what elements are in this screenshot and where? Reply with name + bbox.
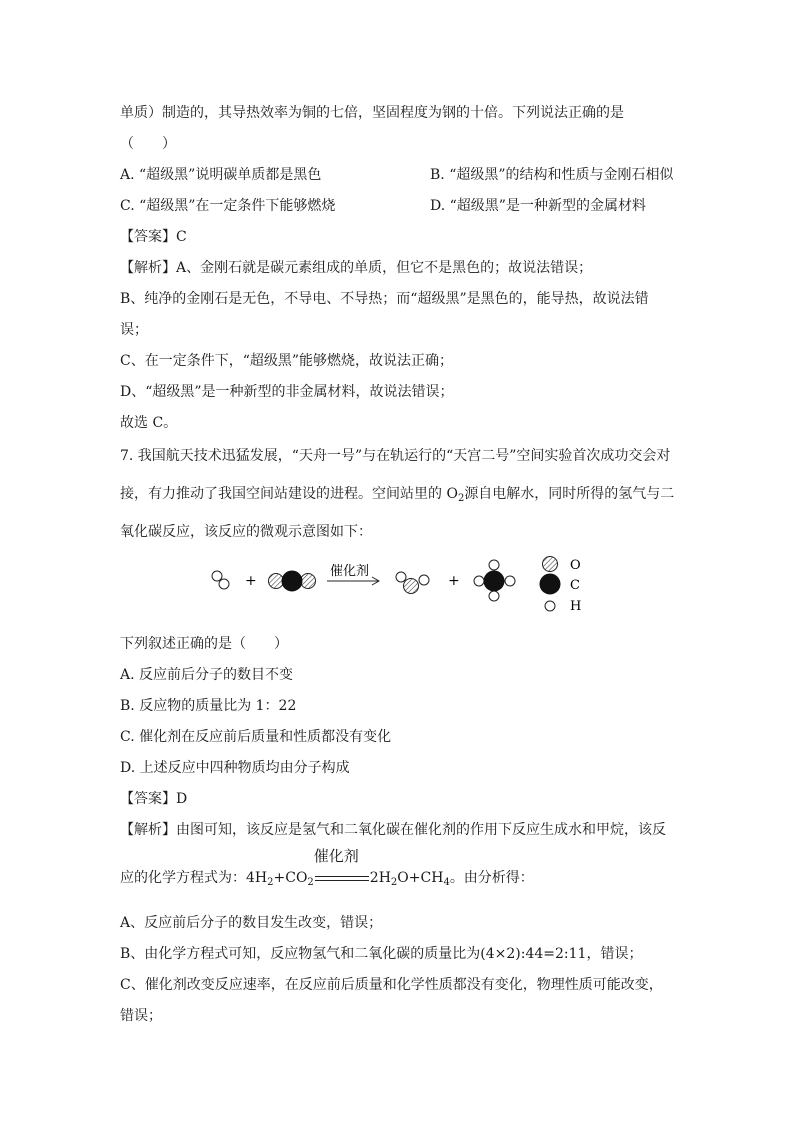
- methane-molecule: [474, 560, 515, 601]
- h-atom: [505, 576, 515, 586]
- q7-stem-line-3: 氧化碳反应，该反应的微观示意图如下：: [120, 524, 372, 540]
- q6-option-c: C. “超级黑”在一定条件下能够燃烧: [120, 198, 336, 214]
- legend-h-label: H: [570, 599, 582, 614]
- atom-legend: [540, 557, 581, 615]
- q7-option-b: B. 反应物的质量比为 1：22: [120, 698, 297, 714]
- catalyst-label: 催化剂: [330, 564, 370, 579]
- plus-sign: +: [448, 573, 460, 589]
- q6-explanation-c: C、在一定条件下，“超级黑”能够燃烧，故说法正确；: [120, 353, 454, 369]
- equation-products: $2H_2O+CH_4$: [369, 870, 450, 888]
- q6-answer: 【答案】C: [120, 229, 187, 245]
- plus-sign: +: [245, 573, 257, 589]
- catalyst-condition-label: 催化剂: [313, 847, 359, 865]
- q7-stem-line-1: 7. 我国航天技术迅猛发展，“天舟一号”与在轨运行的“天宫二号”空间实验首次成功交会对: [120, 448, 671, 464]
- o-atom: [404, 579, 419, 594]
- q6-explanation-b-cont: 误；: [120, 322, 148, 338]
- q6-option-d: D. “超级黑”是一种新型的金属材料: [430, 198, 646, 214]
- q6-option-a: A. “超级黑”说明碳单质都是黑色: [120, 167, 322, 183]
- q6-option-b: B. “超级黑”的结构和性质与金刚石相似: [430, 167, 674, 183]
- h-atom: [219, 579, 229, 589]
- q7-explanation-a: A、反应前后分子的数目发生改变，错误；: [120, 915, 383, 931]
- q6-stem-continuation: 单质）制造的，其导热效率为铜的七倍，坚固程度为钢的十倍。下列说法正确的是: [120, 105, 624, 121]
- h-atom: [419, 575, 429, 585]
- legend-c-icon: [540, 574, 560, 594]
- q7-answer: 【答案】D: [120, 791, 188, 807]
- h-atom: [396, 572, 406, 582]
- legend-o-label: O: [570, 558, 581, 573]
- legend-o-icon: [543, 557, 558, 572]
- q7-stem-line-2: 接，有力推动了我国空间站建设的进程。空间站里的 $O_2$源自电解水，同时所得的氢气与二: [120, 486, 675, 504]
- reaction-diagram: [0, 550, 794, 620]
- q6-explanation-b: B、纯净的金刚石是无色，不导电、不导热；而“超级黑”是黑色的，能导热，故说法错: [120, 291, 649, 307]
- carbon-dioxide-molecule: [269, 571, 316, 591]
- q6-conclusion: 故选 C。: [120, 415, 178, 431]
- equation-reactants: $4H_2+CO_2$: [246, 870, 314, 888]
- q6-answer-paren: （ ）: [120, 136, 176, 152]
- catalyst-arrow: [327, 563, 379, 585]
- q7-explanation-b: B、由化学方程式可知，反应物氢气和二氧化碳的质量比为(4×2):44=2:11，错误；: [120, 946, 643, 962]
- c-atom: [282, 571, 302, 591]
- legend-h-icon: [545, 601, 555, 611]
- equation-tail: 。由分析得：: [449, 870, 534, 886]
- o-atom: [269, 574, 284, 589]
- catalyst-condition-sign: [313, 847, 369, 888]
- legend-c-label: C: [570, 578, 580, 593]
- q6-explanation-d: D、“超级黑”是一种新型的非金属材料，故说法错误；: [120, 384, 454, 400]
- h-atom: [212, 571, 222, 581]
- h-atom: [489, 591, 499, 601]
- q7-option-c: C. 催化剂在反应前后质量和性质都没有变化: [120, 729, 392, 745]
- c-atom: [484, 571, 504, 591]
- q7-explanation-c-cont: 错误；: [120, 1008, 162, 1024]
- q6-explanation-a: 【解析】A、金刚石就是碳元素组成的单质，但它不是黑色的；故说法错误；: [120, 260, 593, 276]
- h-atom: [474, 576, 484, 586]
- q7-option-d: D. 上述反应中四种物质均由分子构成: [120, 760, 350, 776]
- equation-lead: 应的化学方程式为：: [120, 870, 246, 886]
- water-molecule: [396, 572, 429, 594]
- q7-question: 下列叙述正确的是（ ）: [120, 636, 288, 652]
- h-atom: [489, 560, 499, 570]
- q7-explanation-c: C、催化剂改变反应速率，在反应前后质量和化学性质都没有变化，物理性质可能改变，: [120, 977, 663, 993]
- q7-option-a: A. 反应前后分子的数目不变: [120, 667, 294, 683]
- hydrogen-molecule: [212, 571, 229, 589]
- q7-explanation-intro: 【解析】由图可知，该反应是氢气和二氧化碳在催化剂的作用下反应生成水和甲烷，该反: [120, 822, 666, 838]
- o-atom: [301, 574, 316, 589]
